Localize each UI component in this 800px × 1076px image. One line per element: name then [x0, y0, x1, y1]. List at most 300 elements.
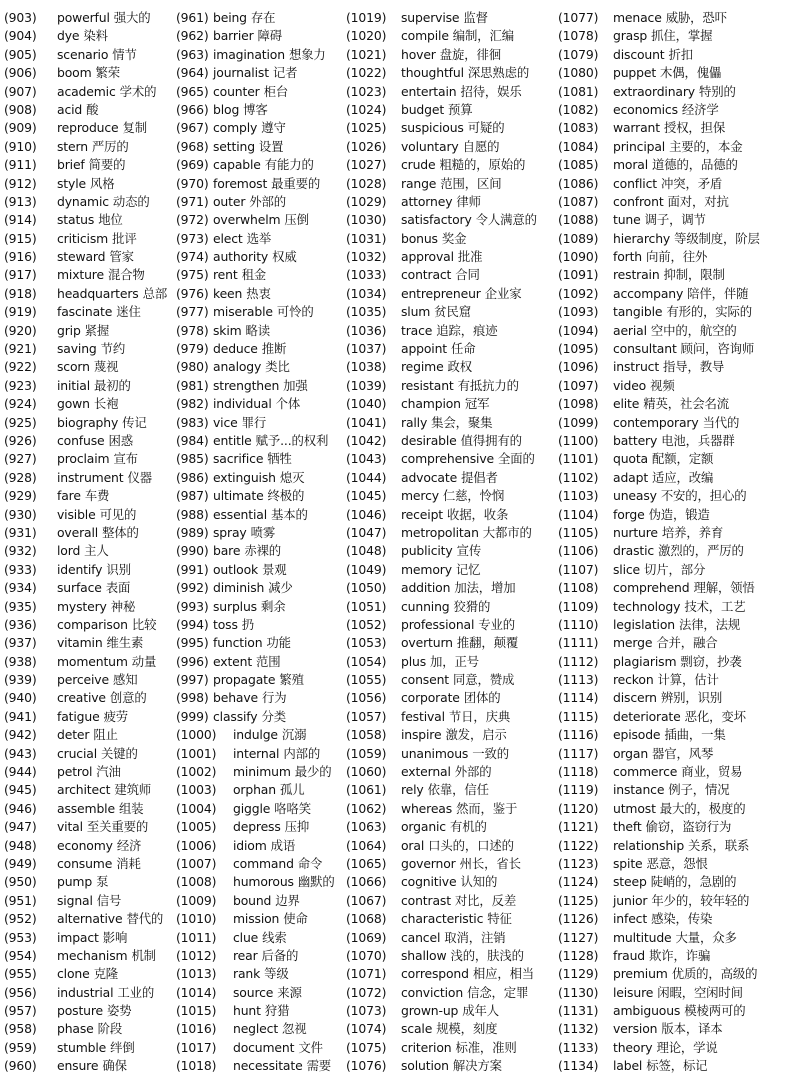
vocab-entry — [176, 781, 346, 799]
chinese-meaning: 盘旋，徘徊 — [439, 46, 501, 62]
english-word: restrain — [613, 267, 660, 283]
chinese-meaning: 迷住 — [116, 304, 141, 320]
entry-number: (1010) — [176, 911, 217, 927]
entry-number: (1117) — [558, 745, 599, 761]
vocab-entry — [4, 156, 176, 174]
chinese-meaning: 追踪，痕迹 — [436, 322, 498, 338]
vocab-entry — [558, 101, 800, 119]
vocab-entry — [558, 248, 800, 266]
vocab-entry — [176, 340, 346, 358]
vocab-entry — [558, 469, 800, 487]
chinese-meaning: 闲暇，空闲时间 — [657, 984, 743, 1000]
vocab-entry — [346, 211, 558, 229]
english-word: stern — [57, 138, 88, 154]
entry-number: (982) — [176, 396, 209, 412]
english-word: utmost — [613, 800, 656, 816]
chinese-meaning: 器官，风琴 — [652, 745, 714, 761]
english-word: moral — [613, 157, 649, 173]
entry-number: (976) — [176, 285, 209, 301]
entry-number: (1025) — [346, 120, 387, 136]
chinese-meaning: 抑制，限制 — [663, 267, 725, 283]
entry-number: (989) — [176, 524, 209, 540]
entry-number: (950) — [4, 874, 37, 890]
vocab-entry — [4, 561, 176, 579]
vocab-entry — [558, 414, 800, 432]
english-word: aerial — [613, 322, 647, 338]
chinese-meaning: 同意，赞成 — [453, 672, 515, 688]
entry-number: (1097) — [558, 377, 599, 393]
vocab-entry — [176, 211, 346, 229]
entry-number: (941) — [4, 708, 37, 724]
chinese-meaning: 偷窃，盗窃行为 — [645, 819, 732, 835]
english-word: governor — [401, 855, 456, 871]
entry-number: (1063) — [346, 819, 387, 835]
vocab-entry — [346, 322, 558, 340]
entry-number: (1132) — [558, 1021, 599, 1037]
english-word: battery — [613, 432, 658, 448]
english-word: lord — [57, 543, 81, 559]
english-word: rent — [213, 267, 238, 283]
english-word: consume — [57, 855, 113, 871]
entry-number: (964) — [176, 65, 209, 81]
chinese-meaning: 陡峭的，急剧的 — [650, 874, 737, 890]
vocab-entry — [4, 524, 176, 542]
vocab-entry — [346, 634, 558, 652]
vocab-entry — [4, 598, 176, 616]
vocab-entry — [558, 506, 800, 524]
english-word: rally — [401, 414, 428, 430]
vocab-entry — [176, 579, 346, 597]
chinese-meaning: 景观 — [262, 561, 287, 577]
chinese-meaning: 专业的 — [478, 616, 516, 632]
chinese-meaning: 技术，工艺 — [684, 598, 746, 614]
english-word: economics — [613, 101, 678, 117]
chinese-meaning: 姿势 — [107, 1003, 132, 1019]
english-word: satisfactory — [401, 212, 472, 228]
chinese-meaning: 令人满意的 — [475, 212, 537, 228]
entry-number: (1019) — [346, 10, 387, 25]
english-word: menace — [613, 10, 662, 25]
chinese-meaning: 染料 — [83, 28, 108, 44]
chinese-meaning: 视频 — [650, 377, 675, 393]
entry-number: (1037) — [346, 341, 387, 357]
vocab-entry — [4, 469, 176, 487]
entry-number: (1000) — [176, 727, 217, 743]
vocab-entry — [4, 1020, 176, 1038]
vocab-entry — [176, 873, 346, 891]
chinese-meaning: 认知的 — [460, 874, 498, 890]
chinese-meaning: 一致的 — [472, 745, 509, 761]
vocab-entry — [558, 156, 800, 174]
english-word: warrant — [613, 120, 660, 136]
english-word: forth — [613, 249, 642, 265]
english-word: headquarters — [57, 285, 139, 301]
english-word: episode — [613, 727, 661, 743]
chinese-meaning: 需要 — [306, 1058, 332, 1074]
vocab-entry — [176, 358, 346, 376]
english-word: crucial — [57, 745, 98, 761]
english-word: comparison — [57, 616, 128, 632]
chinese-meaning: 优质的，高级的 — [671, 966, 758, 982]
entry-number: (1122) — [558, 837, 599, 853]
entry-number: (1073) — [346, 1003, 387, 1019]
english-word: criticism — [57, 230, 109, 246]
vocab-entry — [558, 910, 800, 928]
english-word: publicity — [401, 543, 453, 559]
vocab-entry — [4, 322, 176, 340]
vocab-entry — [346, 965, 558, 983]
english-word: mixture — [57, 267, 104, 283]
english-word: boom — [57, 65, 92, 81]
entry-number: (903) — [4, 10, 37, 25]
vocab-entry — [558, 855, 800, 873]
english-word: organic — [401, 819, 446, 835]
entry-number: (1005) — [176, 819, 217, 835]
vocab-entry — [176, 1020, 346, 1038]
vocab-entry — [4, 303, 176, 321]
vocab-entry — [346, 598, 558, 616]
english-word: external — [401, 764, 451, 780]
vocab-entry — [176, 285, 346, 303]
english-word: infect — [613, 911, 648, 927]
chinese-meaning: 政权 — [447, 359, 473, 375]
entry-number: (1044) — [346, 469, 387, 485]
english-word: champion — [401, 396, 461, 412]
english-word: scenario — [57, 46, 109, 62]
entry-number: (917) — [4, 267, 37, 283]
chinese-meaning: 文件 — [298, 1039, 323, 1055]
english-word: gown — [57, 396, 90, 412]
english-word: tune — [613, 212, 641, 228]
english-word: uneasy — [613, 488, 657, 504]
vocab-entry — [4, 506, 176, 524]
chinese-meaning: 博客 — [243, 101, 268, 117]
english-word: acid — [57, 101, 83, 117]
entry-number: (1029) — [346, 193, 387, 209]
entry-number: (1079) — [558, 46, 599, 62]
vocab-entry — [4, 726, 176, 744]
english-word: approval — [401, 249, 454, 265]
english-word: consultant — [613, 341, 677, 357]
chinese-meaning: 自愿的 — [462, 138, 500, 154]
chinese-meaning: 阶段 — [97, 1021, 123, 1037]
chinese-meaning: 管家 — [109, 249, 134, 265]
vocab-entry — [4, 910, 176, 928]
english-word: posture — [57, 1003, 104, 1019]
entry-number: (1053) — [346, 635, 387, 651]
vocab-entry — [176, 855, 346, 873]
chinese-meaning: 严厉的 — [91, 138, 129, 154]
vocab-entry — [176, 910, 346, 928]
chinese-meaning: 工业的 — [117, 984, 155, 1000]
english-word: scorn — [57, 359, 90, 375]
chinese-meaning: 抓住，掌握 — [651, 28, 713, 44]
entry-number: (1065) — [346, 855, 387, 871]
chinese-meaning: 最重要的 — [271, 175, 321, 191]
vocab-entry — [176, 524, 346, 542]
vocab-entry — [346, 542, 558, 560]
entry-number: (947) — [4, 819, 37, 835]
english-word: crude — [401, 157, 436, 173]
vocab-entry — [346, 156, 558, 174]
english-word: commerce — [613, 764, 678, 780]
entry-number: (1085) — [558, 157, 599, 173]
entry-number: (1033) — [346, 267, 387, 283]
chinese-meaning: 经济 — [116, 837, 142, 853]
vocab-entry — [176, 965, 346, 983]
english-word: nurture — [613, 524, 658, 540]
english-word: supervise — [401, 10, 460, 25]
vocab-entry — [346, 46, 558, 64]
vocab-entry — [346, 506, 558, 524]
english-word: clue — [233, 929, 259, 945]
vocab-entry — [4, 83, 176, 101]
chinese-meaning: 特别的 — [698, 83, 736, 99]
entry-number: (920) — [4, 322, 37, 338]
entry-number: (1056) — [346, 690, 387, 706]
chinese-meaning: 加法，增加 — [454, 580, 516, 596]
entry-number: (1121) — [558, 819, 599, 835]
chinese-meaning: 团体的 — [463, 690, 501, 706]
entry-number: (905) — [4, 46, 37, 62]
chinese-meaning: 然而，鉴于 — [456, 800, 518, 816]
vocab-entry — [558, 358, 800, 376]
english-word: mercy — [401, 488, 439, 504]
entry-number: (1070) — [346, 947, 387, 963]
chinese-meaning: 行为 — [262, 690, 287, 706]
english-word: initial — [57, 377, 91, 393]
vocab-entry — [4, 175, 176, 193]
english-word: steward — [57, 249, 106, 265]
chinese-meaning: 依靠，信任 — [427, 782, 489, 798]
entry-number: (1115) — [558, 708, 599, 724]
chinese-meaning: 命令 — [297, 855, 323, 871]
vocab-entry — [4, 542, 176, 560]
english-word: document — [233, 1039, 295, 1055]
chinese-meaning: 强大的 — [113, 10, 151, 25]
chinese-meaning: 深思熟虑的 — [467, 65, 530, 81]
chinese-meaning: 障碍 — [257, 28, 283, 44]
vocab-entry — [558, 1020, 800, 1038]
vocab-entry — [346, 138, 558, 156]
chinese-meaning: 维生素 — [106, 635, 144, 651]
entry-number: (988) — [176, 506, 209, 522]
vocab-entry — [4, 1057, 176, 1075]
chinese-meaning: 全面的 — [498, 451, 535, 467]
vocab-entry — [346, 689, 558, 707]
vocab-entry — [4, 138, 176, 156]
entry-number: (1021) — [346, 46, 387, 62]
entry-number: (1131) — [558, 1003, 599, 1019]
entry-number: (997) — [176, 672, 209, 688]
english-word: toss — [213, 616, 238, 632]
english-word: architect — [57, 782, 111, 798]
entry-number: (918) — [4, 285, 37, 301]
english-word: contrast — [401, 892, 451, 908]
vocab-entry — [346, 303, 558, 321]
chinese-meaning: 绊倒 — [110, 1039, 135, 1055]
vocab-entry — [4, 377, 176, 395]
vocab-entry — [558, 377, 800, 395]
english-word: entitle — [213, 432, 252, 448]
chinese-meaning: 功能 — [266, 635, 291, 651]
entry-number: (1069) — [346, 929, 387, 945]
chinese-meaning: 传记 — [122, 414, 147, 430]
vocab-entry — [558, 671, 800, 689]
entry-number: (981) — [176, 377, 209, 393]
entry-number: (911) — [4, 157, 37, 173]
chinese-meaning: 等级 — [264, 966, 289, 982]
entry-number: (926) — [4, 432, 37, 448]
english-word: idiom — [233, 837, 267, 853]
entry-number: (942) — [4, 727, 37, 743]
entry-number: (961) — [176, 10, 209, 25]
chinese-meaning: 指导，教导 — [663, 359, 725, 375]
english-word: spite — [613, 855, 643, 871]
entry-number: (974) — [176, 249, 209, 265]
english-word: conviction — [401, 984, 464, 1000]
vocab-entry — [346, 119, 558, 137]
entry-number: (954) — [4, 947, 37, 963]
entry-number: (956) — [4, 984, 37, 1000]
chinese-meaning: 培养，养育 — [661, 524, 724, 540]
entry-number: (1064) — [346, 837, 387, 853]
vocab-entry — [346, 1002, 558, 1020]
vocab-entry — [4, 873, 176, 891]
chinese-meaning: 总部 — [142, 285, 168, 301]
english-word: brief — [57, 157, 85, 173]
chinese-meaning: 整体的 — [102, 524, 139, 540]
english-word: whereas — [401, 800, 453, 816]
english-word: regime — [401, 359, 444, 375]
vocab-entry — [558, 542, 800, 560]
chinese-meaning: 版本，译本 — [661, 1021, 723, 1037]
entry-number: (1042) — [346, 432, 387, 448]
english-word: scale — [401, 1021, 433, 1037]
entry-number: (1102) — [558, 469, 599, 485]
english-word: criterion — [401, 1039, 452, 1055]
entry-number: (1022) — [346, 65, 387, 81]
chinese-meaning: 特征 — [487, 911, 512, 927]
entry-number: (1098) — [558, 396, 599, 412]
vocab-entry — [176, 818, 346, 836]
chinese-meaning: 仪器 — [127, 469, 152, 485]
english-word: pump — [57, 874, 93, 890]
vocab-entry — [346, 266, 558, 284]
chinese-meaning: 压抑 — [284, 819, 310, 835]
chinese-meaning: 混合物 — [107, 267, 145, 283]
chinese-meaning: 木偶，傀儡 — [660, 65, 722, 81]
chinese-meaning: 简要的 — [88, 157, 126, 173]
entry-number: (1039) — [346, 377, 387, 393]
english-word: merge — [613, 635, 653, 651]
english-word: version — [613, 1021, 658, 1037]
entry-number: (1067) — [346, 892, 387, 908]
english-word: deter — [57, 727, 90, 743]
english-word: suspicious — [401, 120, 464, 136]
vocab-entry — [4, 487, 176, 505]
entry-number: (1046) — [346, 506, 387, 522]
chinese-meaning: 识别 — [106, 561, 131, 577]
english-word: surplus — [213, 598, 257, 614]
vocab-entry — [176, 726, 346, 744]
entry-number: (978) — [176, 322, 209, 338]
vocab-entry — [4, 101, 176, 119]
entry-number: (1072) — [346, 984, 387, 1000]
vocab-entry — [176, 800, 346, 818]
chinese-meaning: 标准，准则 — [455, 1039, 517, 1055]
chinese-meaning: 授权，担保 — [663, 120, 726, 136]
chinese-meaning: 折扣 — [668, 46, 694, 62]
vocab-entry — [346, 947, 558, 965]
entry-number: (1096) — [558, 359, 599, 375]
entry-number: (1045) — [346, 488, 387, 504]
entry-number: (1009) — [176, 892, 217, 908]
entry-number: (1007) — [176, 855, 217, 871]
entry-number: (1105) — [558, 524, 599, 540]
english-word: depress — [233, 819, 281, 835]
chinese-meaning: 预算 — [448, 101, 473, 117]
chinese-meaning: 柜台 — [263, 83, 289, 99]
entry-number: (991) — [176, 561, 209, 577]
english-word: instruct — [613, 359, 660, 375]
entry-number: (1107) — [558, 561, 599, 577]
vocab-entry — [558, 524, 800, 542]
entry-number: (1031) — [346, 230, 387, 246]
vocab-entry — [346, 726, 558, 744]
entry-number: (977) — [176, 304, 209, 320]
vocab-entry — [176, 266, 346, 284]
entry-number: (953) — [4, 929, 37, 945]
entry-number: (936) — [4, 616, 37, 632]
english-word: internal — [233, 745, 280, 761]
chinese-meaning: 蔑视 — [93, 359, 119, 375]
english-word: counter — [213, 83, 260, 99]
vocab-entry — [176, 64, 346, 82]
english-word: setting — [213, 138, 255, 154]
chinese-meaning: 信念，定罪 — [467, 984, 529, 1000]
vocab-entry — [176, 689, 346, 707]
vocab-entry — [346, 395, 558, 413]
vocab-entry — [176, 561, 346, 579]
english-word: cognitive — [401, 874, 457, 890]
entry-number: (1027) — [346, 157, 387, 173]
entry-number: (1068) — [346, 911, 387, 927]
vocab-entry — [346, 27, 558, 45]
english-word: tangible — [613, 304, 663, 320]
chinese-meaning: 粗糙的，原始的 — [439, 157, 526, 173]
english-word: thoughtful — [401, 65, 464, 81]
chinese-meaning: 内部的 — [283, 745, 321, 761]
chinese-meaning: 有机的 — [449, 819, 487, 835]
entry-number: (1054) — [346, 653, 387, 669]
entry-number: (939) — [4, 672, 37, 688]
chinese-meaning: 赤裸的 — [244, 543, 282, 559]
entry-number: (924) — [4, 396, 37, 412]
vocab-entry — [176, 598, 346, 616]
chinese-meaning: 咯咯笑 — [274, 800, 311, 816]
chinese-meaning: 喷雾 — [250, 524, 276, 540]
chinese-meaning: 有能力的 — [264, 157, 314, 173]
vocab-entry — [176, 1039, 346, 1057]
english-word: command — [233, 855, 294, 871]
english-word: cancel — [401, 929, 441, 945]
entry-number: (1080) — [558, 65, 599, 81]
english-word: miserable — [213, 304, 273, 320]
english-word: rely — [401, 782, 424, 798]
entry-number: (995) — [176, 635, 209, 651]
entry-number: (959) — [4, 1039, 37, 1055]
